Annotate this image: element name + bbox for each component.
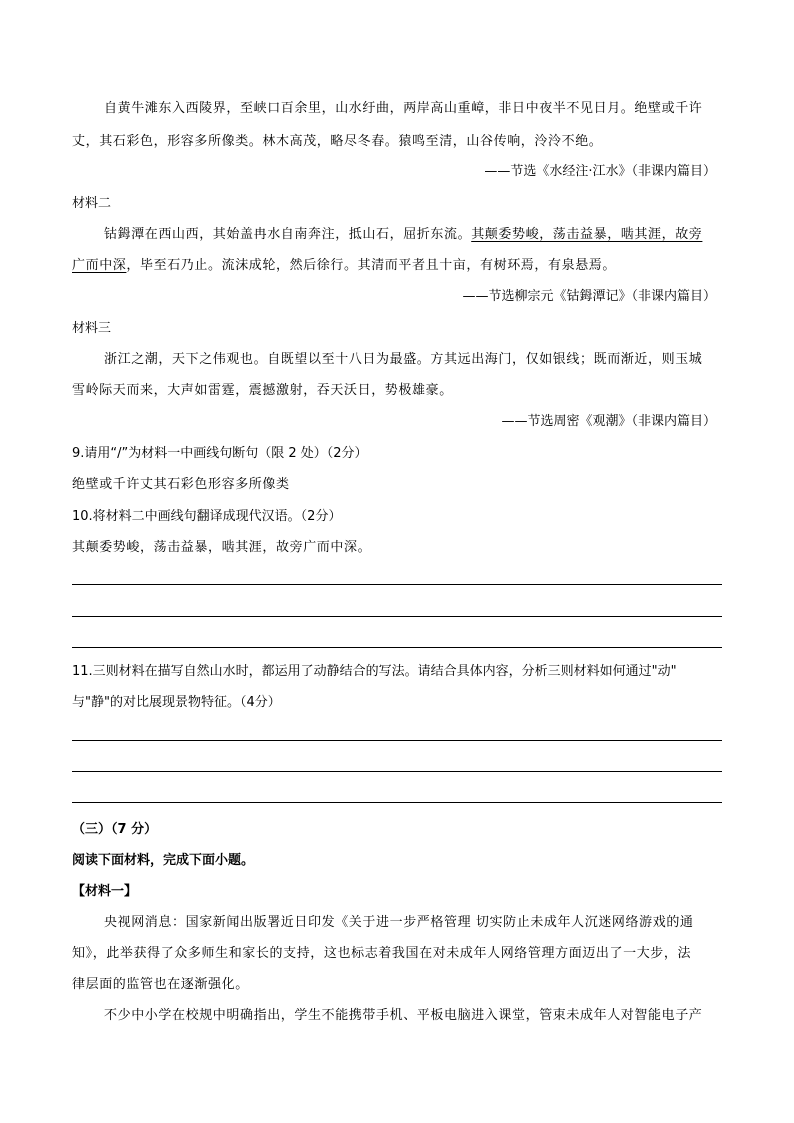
material-2-line-1-plain: 钴鉧潭在西山西，其始盖冉水自南奔注，抵山石，屈折东流。: [104, 227, 472, 242]
question-10-text: 其颠委势峻，荡击益暴，啮其涯，故旁广而中深。: [72, 540, 372, 555]
material-3-source: ——节选周密《观潮》（非课内篇目）: [501, 414, 716, 429]
question-9-prompt: 9.请用“/”为材料一中画线句断句（限 2 处）（2分）: [72, 446, 368, 461]
material-3-heading: 材料三: [72, 321, 112, 336]
answer-line-q10-3[interactable]: [72, 647, 722, 648]
section-3-para-1-line-1: 央视网消息：国家新闻出版署近日印发《关于进一步严格管理 切实防止未成年人沉迷网络游戏的通: [104, 915, 694, 930]
answer-line-q11-3[interactable]: [72, 802, 722, 803]
material-3-line-2: 雪岭际天而来，大声如雷霆，震撼激射，吞天沃日，势极雄豪。: [72, 383, 453, 398]
answer-line-q10-1[interactable]: [72, 584, 722, 585]
material-2-underlined-sentence-start: 其颠委势峻，荡击益暴，啮其涯，故旁: [471, 227, 703, 242]
section-3-para-1-line-3: 律层面的监管也在逐渐强化。: [72, 977, 249, 992]
material-1-line-2: 丈，其石彩色，形容多所像类。林木高茂，略尽冬春。猿鸣至清，山谷传响，泠泠不绝。: [72, 134, 603, 149]
material-1-source: ——节选《水经注·江水》（非课内篇目）: [484, 164, 716, 179]
material-2-line-1: [104, 226, 702, 244]
material-2-line-2-plain: ，毕至石乃止。流沫成轮，然后徐行。其清而平者且十亩，有树环焉，有泉悬焉。: [126, 258, 617, 273]
section-3-para-1-line-2: 知》，此举获得了众多师生和家长的支持，这也标志着我国在对未成年人网络管理方面迈出了一大步，法: [72, 946, 692, 961]
material-2-underlined-sentence-end: 广而中深: [72, 258, 127, 273]
question-11-prompt-line-2: 与"静"的对比展现景物特征。（4分）: [72, 695, 281, 710]
section-3-heading: （三）（7 分）: [72, 822, 158, 837]
answer-line-q11-1[interactable]: [72, 740, 722, 741]
answer-line-q10-2[interactable]: [72, 616, 722, 617]
material-2-heading: 材料二: [72, 196, 112, 211]
section-3-instruction: 阅读下面材料，完成下面小题。: [72, 853, 255, 868]
section-3-para-2-line-1: 不少中小学在校规中明确指出，学生不能携带手机、平板电脑进入课堂，管束未成年人对智能电子产: [104, 1008, 703, 1023]
material-1-line-1: 自黄牛滩东入西陵界，至峡口百余里，山水纡曲，两岸高山重嶂，非日中夜半不见日月。绝壁或千许: [104, 101, 703, 116]
answer-line-q11-2[interactable]: [72, 771, 722, 772]
question-9-text: 绝壁或千许丈其石彩色形容多所像类: [72, 477, 290, 492]
material-3-line-1: 浙江之潮，天下之伟观也。自既望以至十八日为最盛。方其远出海门，仅如银线；既而渐近，则玉城: [104, 352, 703, 367]
question-11-prompt-line-1: 11.三则材料在描写自然山水时，都运用了动静结合的写法。请结合具体内容，分析三则材料如何通过"动": [72, 664, 677, 679]
material-2-line-2: [72, 257, 616, 275]
question-10-prompt: 10.将材料二中画线句翻译成现代汉语。（2分）: [72, 509, 342, 524]
section-3-material-heading: 【材料一】: [72, 884, 138, 899]
material-2-source: ——节选柳宗元《钴鉧潭记》（非课内篇目）: [462, 289, 716, 304]
